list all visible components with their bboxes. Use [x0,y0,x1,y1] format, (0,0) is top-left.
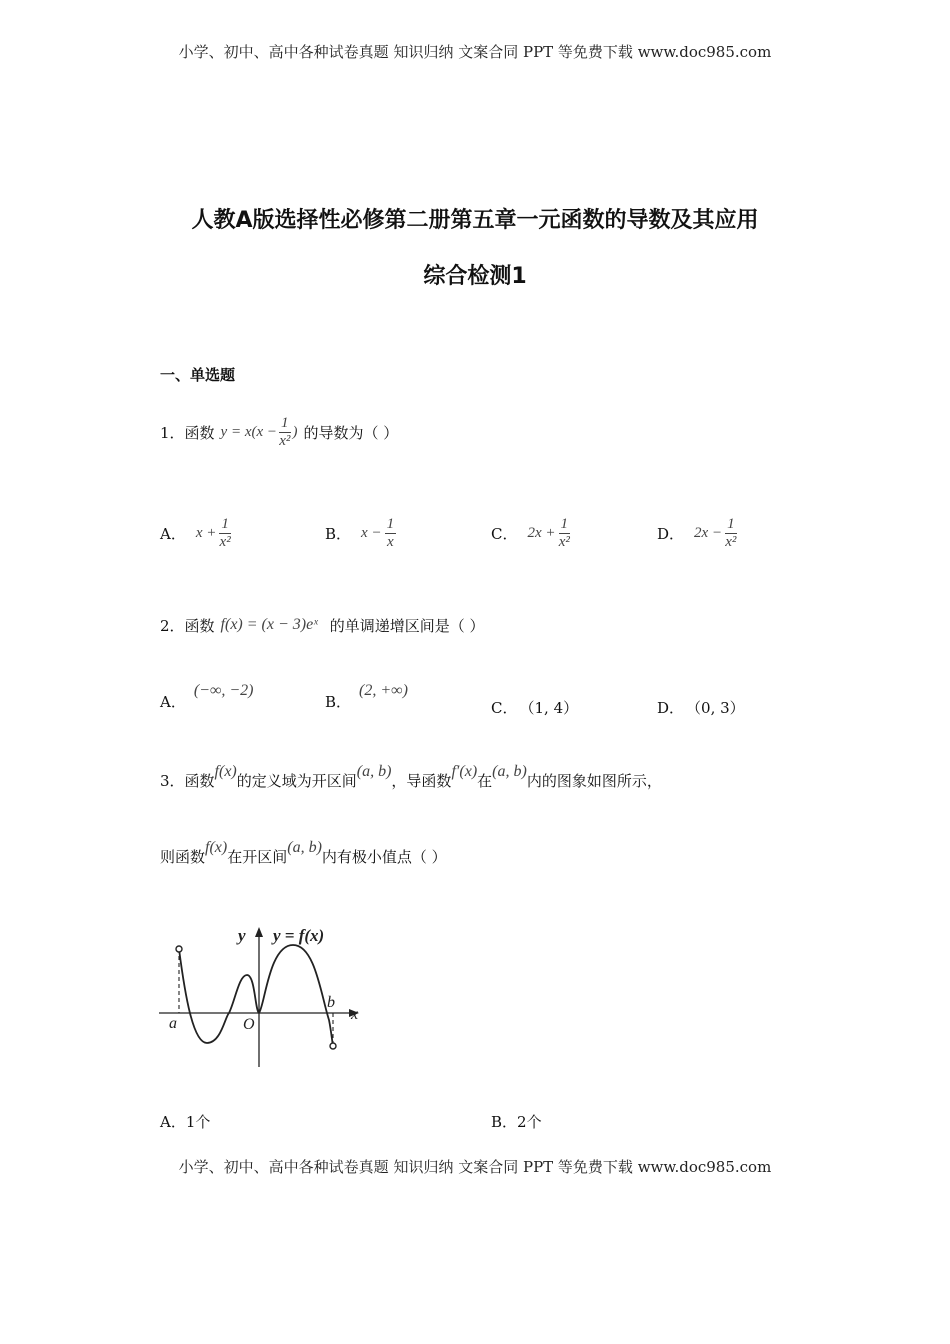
q2-option-b[interactable] [325,682,408,716]
q3-interval: (a, b) [356,763,392,780]
option-math [527,516,570,550]
q3-text: 在 [477,771,493,790]
option-fraction [725,516,737,550]
q3-interval: (a, b) [492,763,527,780]
q3-option-a[interactable] [160,1111,210,1132]
q2-option-a[interactable] [160,682,254,716]
q2-option-d[interactable] [657,692,745,722]
option-pre: 2x − [694,524,723,541]
q1-func-rhs: ) [292,423,298,440]
q3-fprime: f′(x) [451,763,478,780]
option-label: C． [491,524,518,543]
endpoint-b-open-circle [330,1043,336,1049]
q3-option-b[interactable] [491,1111,542,1132]
option-fraction [559,516,571,550]
q2-prefix: 2．函数 [160,616,215,635]
question-3-line2 [160,836,447,876]
derivative-curve [179,945,333,1046]
option-fraction [385,516,397,550]
label-y: y [238,926,246,945]
q3-fx: f(x) [214,763,237,780]
page-header: 小学、初中、高中各种试卷真题 知识归纳 文案合同 PPT 等免费下载 www.doc985.com [178,43,772,61]
q1-func-fraction [279,415,291,449]
question-1 [160,408,398,456]
option-label: B． [325,692,352,711]
option-den: x² [558,533,570,550]
option-den: x [386,533,394,550]
option-value: (−∞, −2) [193,682,254,699]
option-label: D． [657,698,685,717]
option-value: (2, +∞) [359,682,408,699]
page-title-line1: 人教A版选择性必修第二册第五章一元函数的导数及其应用 [191,208,759,233]
section-heading: 一、单选题 [160,366,236,384]
q3-text: 则函数 [160,847,206,866]
q3-text: 3．函数 [160,771,215,790]
option-pre: 2x + [527,524,556,541]
option-value: 1个 [185,1113,211,1131]
option-value: 2个 [517,1113,542,1131]
option-fraction [219,516,231,550]
option-num: 1 [560,516,569,532]
option-label: B． [491,1113,518,1131]
q3-text: ，导函数 [391,771,452,790]
q1-func-den: x² [279,432,291,449]
q1-func-num: 1 [281,415,289,431]
option-label: A． [160,1113,186,1131]
option-label: B． [325,524,352,543]
page-footer: 小学、初中、高中各种试卷真题 知识归纳 文案合同 PPT 等免费下载 www.doc985.com [178,1158,772,1176]
question-3-line1 [160,760,662,800]
q3-text: 的定义域为开区间 [236,771,357,790]
question-2 [160,610,485,640]
q2-function: f(x) = (x − 3)eˣ [220,616,318,633]
option-pre: x + [195,524,217,541]
q1-prefix: 1．函数 [160,423,215,442]
option-num: 1 [727,516,735,532]
endpoint-a-open-circle [176,946,182,952]
q2-suffix: 的单调递增区间是（ ） [329,616,485,635]
y-axis-arrow [255,927,263,937]
page-title-line2: 综合检测1 [423,264,527,289]
option-den: x² [725,533,737,550]
q1-suffix: 的导数为（ ） [303,423,399,442]
option-math [361,516,396,550]
option-label: A． [160,524,186,543]
option-value: （0, 3） [686,698,745,717]
option-label: D． [657,524,685,543]
q1-option-a[interactable] [160,508,231,558]
label-x: x [351,1006,359,1023]
q1-function [221,415,298,449]
q1-option-d[interactable] [657,508,737,558]
q3-text: 内有极小值点（ ） [321,847,447,866]
derivative-graph [155,915,370,1075]
q2-option-c[interactable] [491,692,578,722]
option-label: A． [160,692,186,711]
option-num: 1 [386,516,395,532]
q3-text: 在开区间 [227,847,288,866]
option-math [196,516,231,550]
q3-text: 内的图象如图所示， [526,771,662,790]
option-value: （1, 4） [519,698,579,717]
option-label: C． [491,698,518,717]
option-num: 1 [221,516,229,532]
label-function: y = f(x) [273,926,325,945]
q3-interval: (a, b) [287,839,322,856]
option-pre: x − [361,524,382,541]
q1-option-b[interactable] [325,508,396,558]
label-origin: O [243,1016,255,1033]
option-math [694,516,737,550]
label-b: b [327,994,335,1011]
option-den: x² [219,533,231,550]
q3-fx: f(x) [205,839,228,856]
q1-option-c[interactable] [491,508,570,558]
q1-func-lhs: y = x(x − [220,423,278,440]
label-a: a [169,1015,177,1032]
